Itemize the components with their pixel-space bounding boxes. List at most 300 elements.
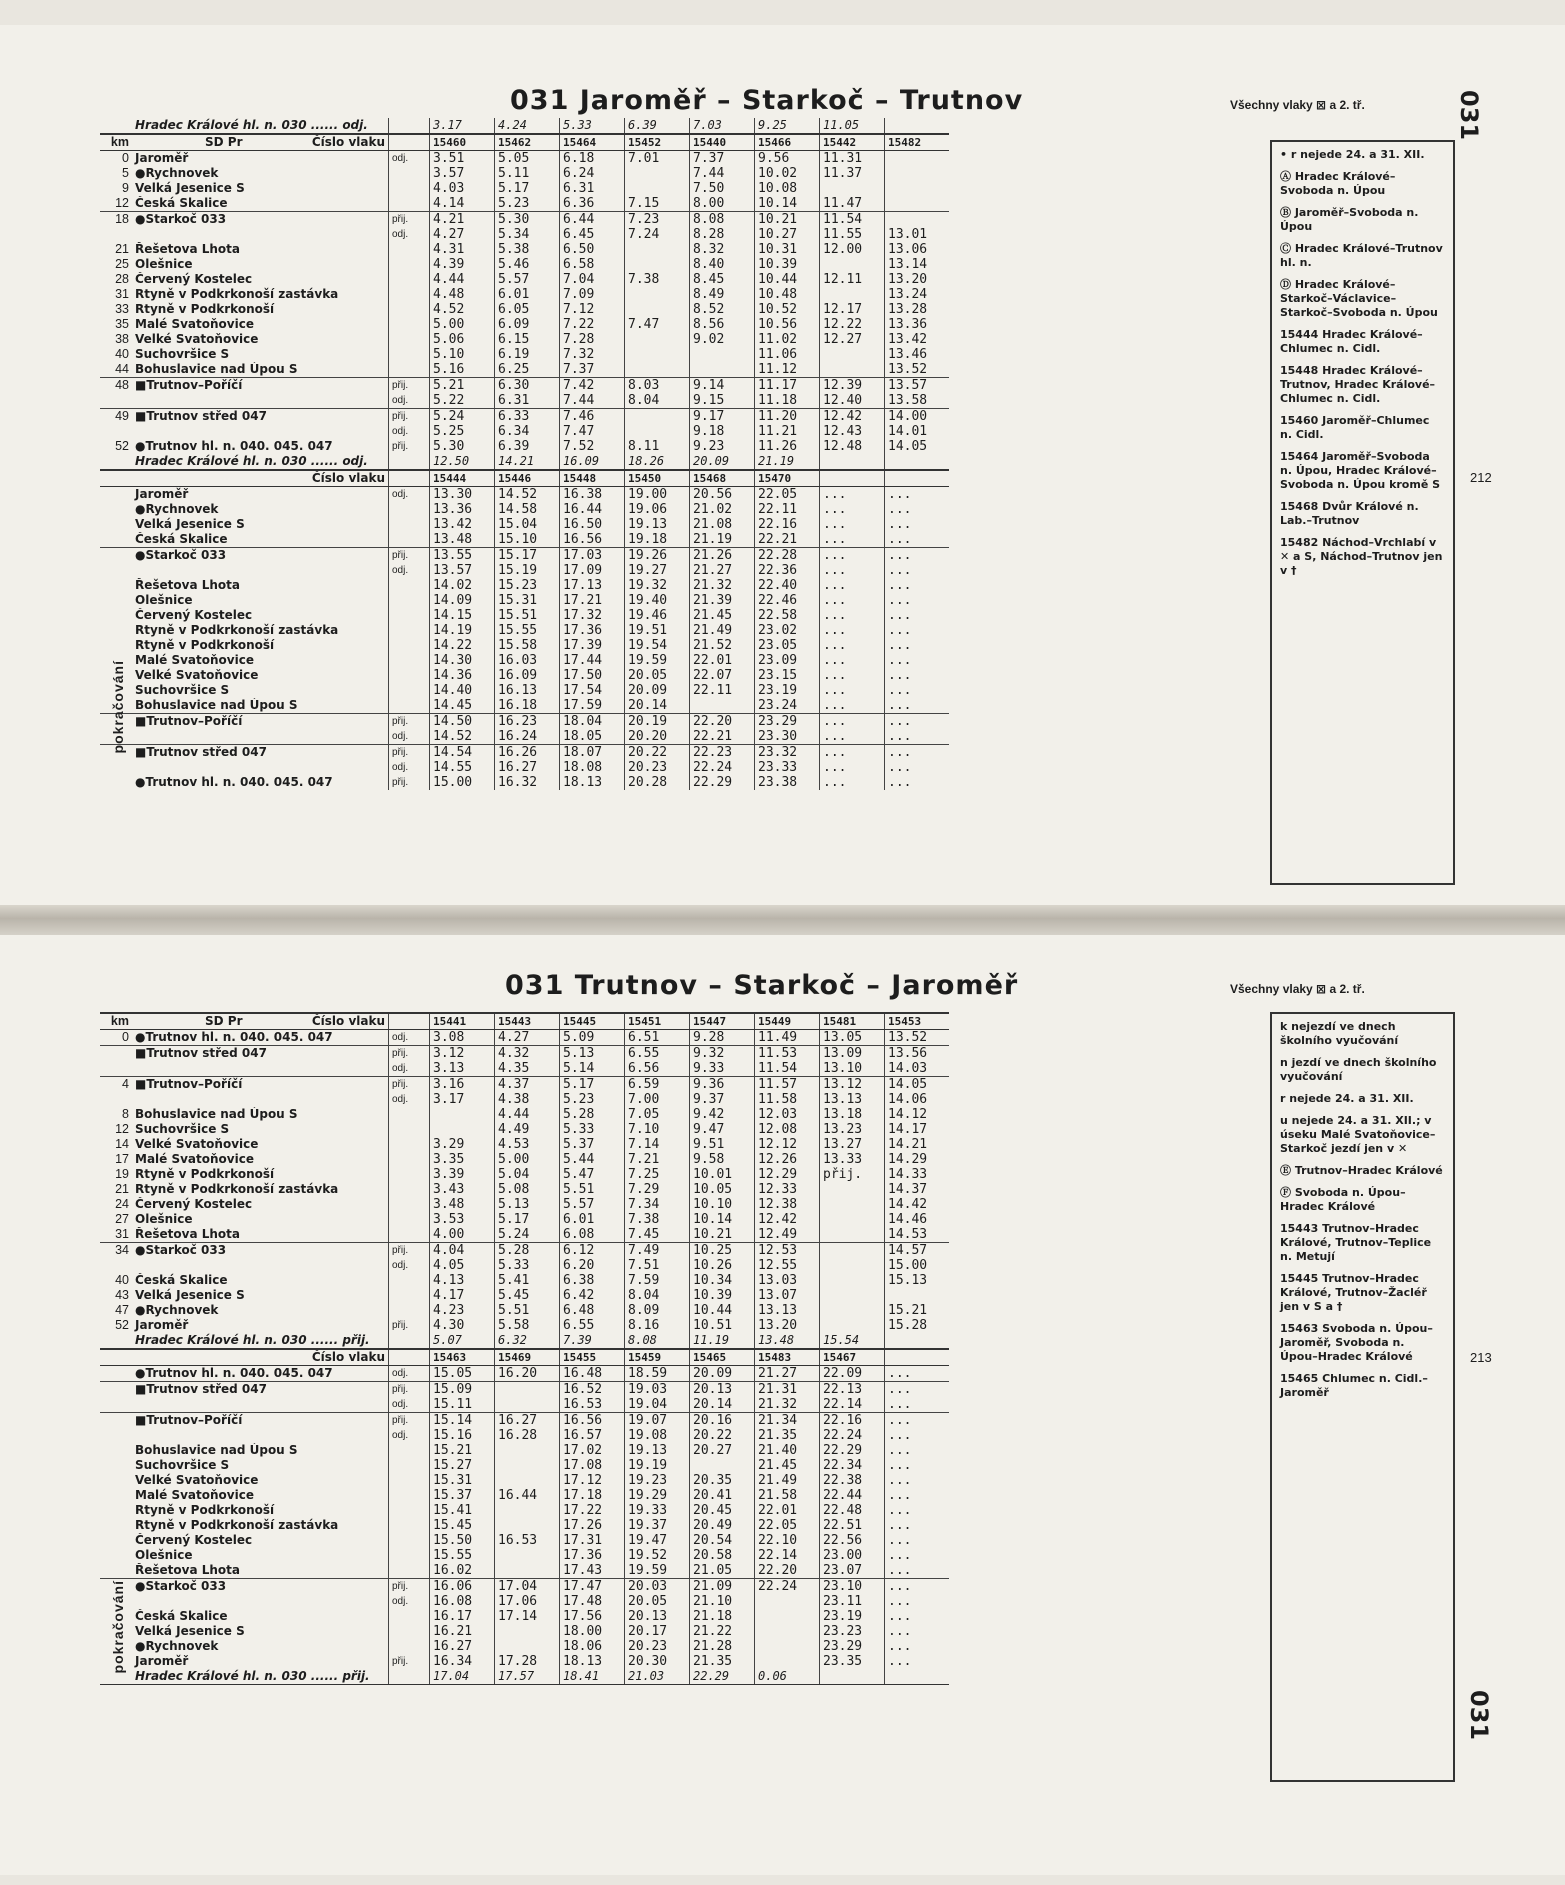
arr-dep-mark: přij. — [389, 745, 430, 761]
arr-dep-mark — [389, 1639, 430, 1654]
time-cell: 20.28 — [625, 775, 690, 790]
time-cell: 6.39 — [495, 439, 560, 454]
time-cell: 14.06 — [885, 1092, 950, 1107]
station-row — [100, 593, 949, 608]
time-cell: 16.44 — [560, 502, 625, 517]
footnote: 15448 Hradec Králové–Trutnov, Hradec Králové–Chlumec n. Cidl. — [1280, 364, 1436, 405]
arr-dep-mark — [389, 608, 430, 623]
time-cell — [820, 1303, 885, 1318]
station-name: Velké Svatoňovice — [135, 668, 259, 682]
notes-box-bottom — [1270, 1012, 1455, 1782]
time-cell: 9.18 — [690, 424, 755, 439]
time-cell: 12.29 — [755, 1167, 820, 1182]
arr-dep-mark — [389, 1107, 430, 1122]
time-cell: 6.33 — [495, 409, 560, 425]
arr-dep-mark: odj. — [389, 1594, 430, 1609]
time-cell — [625, 242, 690, 257]
time-cell: 11.02 — [755, 332, 820, 347]
time-cell: 5.23 — [560, 1092, 625, 1107]
time-cell: 15.00 — [885, 1258, 950, 1273]
time-cell: 23.00 — [820, 1548, 885, 1563]
station-name — [132, 1397, 389, 1413]
time-cell: 14.01 — [885, 424, 950, 439]
arr-dep-mark — [389, 302, 430, 317]
time-cell: 5.24 — [495, 1227, 560, 1243]
time-cell: 19.19 — [625, 1458, 690, 1473]
station-name: Červený Kostelec — [135, 1197, 253, 1211]
train-number: 15449 — [755, 1013, 820, 1030]
time-cell: 8.32 — [690, 242, 755, 257]
time-cell — [625, 347, 690, 362]
time-cell: 18.00 — [560, 1624, 625, 1639]
station-row — [100, 378, 949, 394]
station-row — [100, 347, 949, 362]
station-row — [100, 212, 949, 228]
km-value: 17 — [115, 1152, 129, 1166]
station-name: Olešnice — [135, 257, 193, 271]
time-cell: 13.03 — [755, 1273, 820, 1288]
time-cell: 10.26 — [690, 1258, 755, 1273]
time-cell: 16.18 — [495, 698, 560, 714]
arr-dep-mark — [389, 1167, 430, 1182]
time-cell: 8.28 — [690, 227, 755, 242]
time-cell: 20.16 — [690, 1413, 755, 1429]
time-cell: ... — [885, 1443, 950, 1458]
arr-dep-mark: odj. — [389, 1428, 430, 1443]
connection-time: 0.06 — [755, 1669, 820, 1685]
time-cell: 16.50 — [560, 517, 625, 532]
train-number: 15444 — [430, 470, 495, 487]
connection-time: 9.25 — [755, 118, 820, 134]
time-cell: 14.21 — [885, 1137, 950, 1152]
station-name: Řešetova Lhota — [135, 578, 241, 592]
arr-dep-mark: přij. — [389, 1382, 430, 1398]
km-value: 31 — [115, 1227, 129, 1241]
arr-dep-cell — [389, 1669, 430, 1685]
time-cell: 8.49 — [690, 287, 755, 302]
time-cell: 7.28 — [560, 332, 625, 347]
footnote: k nejezdí ve dnech školního vyučování — [1280, 1020, 1399, 1047]
time-cell: 14.02 — [430, 578, 495, 593]
time-cell: 8.11 — [625, 439, 690, 454]
station-name — [132, 760, 389, 775]
time-cell — [495, 1518, 560, 1533]
time-cell: ... — [885, 1594, 950, 1609]
arr-dep-mark — [389, 502, 430, 517]
arr-dep-mark: přij. — [389, 1046, 430, 1062]
footnote: Ⓑ Jaroměř–Svoboda n. Úpou — [1280, 206, 1419, 233]
time-cell: 5.10 — [430, 347, 495, 362]
arr-dep-mark — [389, 347, 430, 362]
time-cell: 9.36 — [690, 1077, 755, 1093]
arr-dep-mark — [389, 1152, 430, 1167]
footnote: 15468 Dvůr Králové n. Lab.–Trutnov — [1280, 500, 1419, 527]
km-value: 5 — [122, 166, 129, 180]
time-cell: 7.34 — [625, 1197, 690, 1212]
time-cell: 10.39 — [755, 257, 820, 272]
station-name: Rtyně v Podkrkonoší — [135, 1167, 275, 1181]
time-cell — [755, 1624, 820, 1639]
station-row — [100, 608, 949, 623]
time-cell: 11.17 — [755, 378, 820, 394]
timetable-bottom-table — [100, 1012, 949, 1685]
arr-dep-mark — [389, 287, 430, 302]
time-cell: 13.36 — [885, 317, 950, 332]
station-row — [100, 1092, 949, 1107]
time-cell: 11.20 — [755, 409, 820, 425]
time-cell: 21.05 — [690, 1563, 755, 1579]
time-cell: 21.28 — [690, 1639, 755, 1654]
time-cell: 9.47 — [690, 1122, 755, 1137]
footnote: • r nejede 24. a 31. XII. — [1280, 148, 1425, 161]
km-value — [100, 1428, 132, 1443]
time-cell: 13.36 — [430, 502, 495, 517]
time-cell: 3.48 — [430, 1197, 495, 1212]
station-name: Jaroměř — [135, 151, 189, 165]
time-cell: 23.29 — [820, 1639, 885, 1654]
time-cell: 4.53 — [495, 1137, 560, 1152]
time-cell: ... — [885, 1503, 950, 1518]
time-cell: 6.56 — [625, 1061, 690, 1077]
time-cell — [690, 698, 755, 714]
arr-dep-mark — [389, 1288, 430, 1303]
station-name: Červený Kostelec — [135, 1533, 253, 1547]
time-cell: 14.19 — [430, 623, 495, 638]
time-cell: 19.37 — [625, 1518, 690, 1533]
time-cell: 5.09 — [560, 1030, 625, 1046]
station-name: ■Trutnov střed 047 — [132, 745, 389, 761]
time-cell: 22.16 — [755, 517, 820, 532]
page-number-top: 212 — [1470, 470, 1492, 485]
time-cell: 5.00 — [430, 317, 495, 332]
time-cell: 13.28 — [885, 302, 950, 317]
time-cell: ... — [885, 1397, 950, 1413]
station-name — [132, 729, 389, 745]
time-cell: 5.37 — [560, 1137, 625, 1152]
time-cell: 22.51 — [820, 1518, 885, 1533]
timetable-top — [100, 118, 1270, 790]
time-cell: 17.08 — [560, 1458, 625, 1473]
km-value: 48 — [100, 378, 132, 394]
time-cell: 19.40 — [625, 593, 690, 608]
arr-dep-mark — [389, 1503, 430, 1518]
time-cell: 17.44 — [560, 653, 625, 668]
station-name: Rtyně v Podkrkonoší zastávka — [135, 1518, 339, 1532]
time-cell — [430, 1122, 495, 1137]
time-cell: 18.13 — [560, 1654, 625, 1669]
station-name: Česká Skalice — [135, 532, 228, 546]
km-header — [100, 470, 132, 487]
time-cell: ... — [820, 714, 885, 730]
arr-dep-mark: odj. — [389, 1397, 430, 1413]
arr-dep-mark — [389, 196, 430, 212]
km-value — [100, 760, 132, 775]
time-cell: 10.34 — [690, 1273, 755, 1288]
all-trains-note-bottom: Všechny vlaky ⊠ a 2. tř. — [1230, 982, 1365, 996]
station-name: ●Trutnov hl. n. 040. 045. 047 — [135, 1366, 333, 1380]
arr-dep-mark: přij. — [389, 212, 430, 228]
arr-dep-mark — [389, 1624, 430, 1639]
time-cell: 5.58 — [495, 1318, 560, 1333]
time-cell: ... — [820, 623, 885, 638]
time-cell: 23.19 — [820, 1609, 885, 1624]
arr-dep-mark: odj. — [389, 1061, 430, 1077]
time-cell: 7.47 — [560, 424, 625, 439]
station-row — [100, 1624, 949, 1639]
time-cell: ... — [820, 698, 885, 714]
time-cell: 13.33 — [820, 1152, 885, 1167]
time-cell — [885, 212, 950, 228]
station-row — [100, 424, 949, 439]
time-cell: 14.45 — [430, 698, 495, 714]
arr-dep-mark — [389, 166, 430, 181]
time-cell: 22.14 — [820, 1397, 885, 1413]
arr-dep-mark — [389, 272, 430, 287]
time-cell — [820, 1318, 885, 1333]
time-cell: 13.42 — [885, 332, 950, 347]
station-row — [100, 1273, 949, 1288]
time-cell: 20.09 — [690, 1366, 755, 1382]
time-cell: 12.22 — [820, 317, 885, 332]
time-cell: 19.13 — [625, 517, 690, 532]
time-cell: 11.55 — [820, 227, 885, 242]
time-cell: 10.48 — [755, 287, 820, 302]
arr-dep-mark — [389, 1533, 430, 1548]
station-name: Velká Jesenice S — [135, 1624, 245, 1638]
station-row — [100, 1152, 949, 1167]
time-cell: 22.46 — [755, 593, 820, 608]
time-cell: 7.38 — [625, 272, 690, 287]
section-number-bottom: 031 — [1465, 1690, 1493, 1741]
time-cell: 3.17 — [430, 1092, 495, 1107]
time-cell: 21.52 — [690, 638, 755, 653]
train-number: 15460 — [430, 134, 495, 151]
time-cell: 15.27 — [430, 1458, 495, 1473]
time-cell: 16.20 — [495, 1366, 560, 1382]
book-gutter — [0, 905, 1565, 935]
km-header: km — [100, 134, 132, 151]
time-cell: 19.00 — [625, 487, 690, 503]
block-1-connection-row — [100, 118, 949, 134]
time-cell: ... — [820, 578, 885, 593]
time-cell: 5.33 — [560, 1122, 625, 1137]
arr-dep-mark — [389, 1609, 430, 1624]
station-name: Malé Svatoňovice — [135, 317, 254, 331]
connection-label: Hradec Králové hl. n. 030 ...... odj. — [132, 118, 389, 134]
time-cell: 23.33 — [755, 760, 820, 775]
time-cell: 22.40 — [755, 578, 820, 593]
time-cell: 6.08 — [560, 1227, 625, 1243]
station-row — [100, 1167, 949, 1182]
time-cell: 5.11 — [495, 166, 560, 181]
train-number — [820, 470, 885, 487]
connection-time: 14.21 — [495, 454, 560, 470]
time-cell: 22.10 — [755, 1533, 820, 1548]
time-cell: 5.34 — [495, 227, 560, 242]
time-cell: 11.57 — [755, 1077, 820, 1093]
time-cell — [820, 1227, 885, 1243]
station-row — [100, 563, 949, 578]
station-row — [100, 1533, 949, 1548]
station-row — [100, 317, 949, 332]
arr-dep-mark — [389, 1197, 430, 1212]
time-cell: 16.53 — [560, 1397, 625, 1413]
time-cell: 20.56 — [690, 487, 755, 503]
arr-dep-mark — [389, 1518, 430, 1533]
time-cell: 6.25 — [495, 362, 560, 378]
time-cell: 11.12 — [755, 362, 820, 378]
km-value — [100, 1458, 132, 1473]
time-cell: 19.03 — [625, 1382, 690, 1398]
km-cell — [100, 454, 132, 470]
time-cell: 5.21 — [430, 378, 495, 394]
station-row — [100, 1518, 949, 1533]
time-cell: ... — [885, 729, 950, 745]
time-cell: ... — [885, 502, 950, 517]
time-cell — [495, 1397, 560, 1413]
time-cell: 14.33 — [885, 1167, 950, 1182]
time-cell: 7.24 — [625, 227, 690, 242]
time-cell: 19.06 — [625, 502, 690, 517]
footnote: 15444 Hradec Králové–Chlumec n. Cidl. — [1280, 328, 1423, 355]
time-cell: 7.37 — [690, 151, 755, 167]
time-cell: 23.09 — [755, 653, 820, 668]
time-cell: 6.36 — [560, 196, 625, 212]
time-cell: 17.09 — [560, 563, 625, 578]
time-cell: 4.14 — [430, 196, 495, 212]
station-name: ●Trutnov hl. n. 040. 045. 047 — [135, 775, 333, 789]
arr-dep-mark — [389, 1122, 430, 1137]
time-cell: 14.09 — [430, 593, 495, 608]
time-cell: 21.45 — [755, 1458, 820, 1473]
time-cell: 19.59 — [625, 1563, 690, 1579]
station-name: ■Trutnov–Poříčí — [132, 714, 389, 730]
arr-dep-mark — [389, 638, 430, 653]
time-cell: 14.57 — [885, 1243, 950, 1259]
time-cell: 9.14 — [690, 378, 755, 394]
train-number-label: Číslo vlaku — [311, 1350, 385, 1364]
footnote: Ⓒ Hradec Králové–Trutnov hl. n. — [1280, 242, 1443, 269]
station-row — [100, 729, 949, 745]
time-cell: 8.04 — [625, 393, 690, 409]
station-name: Rtyně v Podkrkonoší zastávka — [135, 623, 339, 637]
time-cell: 9.56 — [755, 151, 820, 167]
time-cell: 5.23 — [495, 196, 560, 212]
station-name: Bohuslavice nad Úpou S — [135, 362, 298, 376]
station-name: Velká Jesenice S — [135, 1288, 245, 1302]
time-cell: 20.45 — [690, 1503, 755, 1518]
time-cell — [690, 362, 755, 378]
time-cell: 20.13 — [690, 1382, 755, 1398]
time-cell: ... — [820, 608, 885, 623]
station-row — [100, 1077, 949, 1093]
station-row — [100, 1030, 949, 1046]
time-cell: 17.50 — [560, 668, 625, 683]
time-cell: 11.54 — [820, 212, 885, 228]
time-cell: 22.24 — [755, 1579, 820, 1595]
station-name: Velké Svatoňovice — [135, 332, 259, 346]
arr-dep-mark: odj. — [389, 1030, 430, 1046]
arr-dep-cell — [389, 118, 430, 134]
connection-time: 5.33 — [560, 118, 625, 134]
time-cell: 7.44 — [690, 166, 755, 181]
time-cell: ... — [820, 548, 885, 564]
block-2-train-header-row — [100, 1349, 949, 1366]
time-cell: 23.35 — [820, 1654, 885, 1669]
time-cell: 13.58 — [885, 393, 950, 409]
time-cell: 15.05 — [430, 1366, 495, 1382]
station-row — [100, 1382, 949, 1398]
train-number-label: Číslo vlaku — [311, 471, 385, 485]
station-row — [100, 1046, 949, 1062]
km-value: 0 — [122, 151, 129, 165]
time-cell: 10.21 — [755, 212, 820, 228]
station-name: Bohuslavice nad Úpou S — [135, 1107, 298, 1121]
time-cell: ... — [820, 487, 885, 503]
station-row — [100, 151, 949, 167]
time-cell: 5.22 — [430, 393, 495, 409]
time-cell: ... — [885, 563, 950, 578]
footnote: 15460 Jaroměř–Chlumec n. Cidl. — [1280, 414, 1430, 441]
time-cell: 16.38 — [560, 487, 625, 503]
km-value: 27 — [115, 1212, 129, 1226]
time-cell: 16.56 — [560, 1413, 625, 1429]
time-cell: 16.52 — [560, 1382, 625, 1398]
time-cell: 6.12 — [560, 1243, 625, 1259]
connection-time: 21.03 — [625, 1669, 690, 1685]
time-cell: 19.04 — [625, 1397, 690, 1413]
time-cell: 7.46 — [560, 409, 625, 425]
time-cell: 22.48 — [820, 1503, 885, 1518]
time-cell: 6.59 — [625, 1077, 690, 1093]
time-cell — [495, 1503, 560, 1518]
time-cell: 16.03 — [495, 653, 560, 668]
time-cell: 4.38 — [495, 1092, 560, 1107]
time-cell: 20.03 — [625, 1579, 690, 1595]
time-cell: 15.21 — [430, 1443, 495, 1458]
time-cell: 5.46 — [495, 257, 560, 272]
station-name: Česká Skalice — [135, 1273, 228, 1287]
time-cell: 19.07 — [625, 1413, 690, 1429]
time-cell: ... — [885, 1366, 950, 1382]
time-cell: 21.45 — [690, 608, 755, 623]
time-cell: 5.17 — [495, 1212, 560, 1227]
time-cell: 7.29 — [625, 1182, 690, 1197]
time-cell: 15.14 — [430, 1413, 495, 1429]
arr-dep-mark — [389, 1273, 430, 1288]
arr-dep-mark — [389, 1563, 430, 1579]
time-cell: 13.05 — [820, 1030, 885, 1046]
time-cell: 10.44 — [755, 272, 820, 287]
time-cell — [495, 1548, 560, 1563]
arr-dep-mark — [389, 257, 430, 272]
time-cell: 12.39 — [820, 378, 885, 394]
time-cell: 15.17 — [495, 548, 560, 564]
time-cell: 8.56 — [690, 317, 755, 332]
time-cell: ... — [885, 487, 950, 503]
time-cell: 21.27 — [755, 1366, 820, 1382]
time-cell: 5.28 — [560, 1107, 625, 1122]
time-cell: ... — [820, 593, 885, 608]
km-header: km — [100, 1013, 132, 1030]
time-cell: 20.14 — [625, 698, 690, 714]
time-cell: 12.42 — [755, 1212, 820, 1227]
station-row — [100, 668, 949, 683]
km-value: 19 — [115, 1167, 129, 1181]
time-cell: 6.31 — [560, 181, 625, 196]
time-cell: 13.57 — [885, 378, 950, 394]
connection-time: 7.39 — [560, 1333, 625, 1349]
